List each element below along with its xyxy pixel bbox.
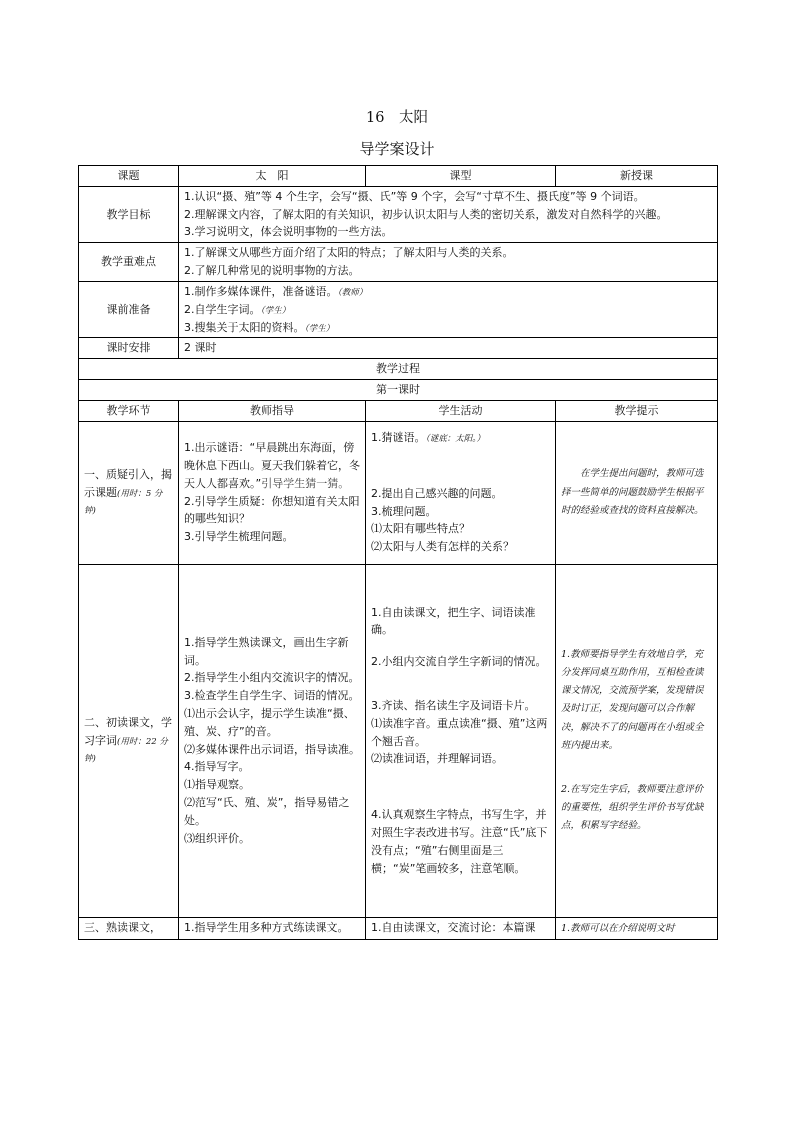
lesson-title: 16 太阳 xyxy=(366,110,428,126)
column-header: 学生活动 xyxy=(366,400,556,421)
schedule-row xyxy=(79,338,718,359)
lesson-plan-table xyxy=(78,165,718,940)
teacher-item: 2.指导学生小组内交流识字的情况。 xyxy=(184,671,360,685)
prep-note: （学生） xyxy=(304,323,335,334)
student-item: ⑴太阳有哪些特点？ xyxy=(371,522,470,536)
student-activity: 1.自由读课文，交流讨论：本篇课 xyxy=(366,917,556,939)
teacher-item: 2.引导学生质疑：你想知道有关太阳的哪些知识？ xyxy=(184,494,360,526)
prep-content xyxy=(179,281,718,337)
teacher-item: 1.出示谜语：“早晨跳出东海面，傍晚休息下西山。夏天我们躲着它，冬天人人都喜欢。”引导学生猜一猜。 xyxy=(184,441,360,490)
prep-note: （教师） xyxy=(337,287,368,298)
schedule-label: 课时安排 xyxy=(79,338,179,359)
tip-text: 在学生提出问题时，教师可选择一些简单的问题鼓励学生根据平时的经验或查找的资料直接解决。 xyxy=(561,468,704,516)
prep-row xyxy=(79,281,718,337)
stage-title: 一、质疑引入，揭示课题 xyxy=(84,467,172,499)
stage-title: 二、初读课文，学习字词 xyxy=(84,715,172,747)
teacher-guidance: 1.指导学生用多种方式练读课文。 xyxy=(179,917,366,939)
student-item: 4.认真观察生字特点，书写生字，并对照生字表改进书写。注意“氏”底下没有点；“殖”右侧里面是三横；“炭”笔画较多，注意笔顺。 xyxy=(371,808,548,875)
prep-label: 课前准备 xyxy=(79,281,179,337)
teaching-tip xyxy=(556,421,718,564)
keypoints-row xyxy=(79,243,718,282)
process-heading: 教学过程 xyxy=(79,359,718,380)
teacher-guidance xyxy=(179,421,366,564)
prep-item: 1.制作多媒体课件，准备谜语。（教师） xyxy=(184,284,368,298)
student-item: ⑵读准词语，并理解词语。 xyxy=(371,752,503,766)
goal-item: 2.理解课文内容，了解太阳的有关知识，初步认识太阳与人类的密切关系，激发对自然科学的兴趣。 xyxy=(184,207,668,221)
goal-item: 1.认识“摄、殖”等 4 个生字，会写“摄、氏”等 9 个字，会写“寸草不生、摄氏度”等 9 个词语。 xyxy=(184,189,645,203)
student-item: 3.梳理问题。 xyxy=(371,504,437,518)
topic-value: 太 阳 xyxy=(179,166,366,187)
document-title: 导学案设计 xyxy=(359,140,435,158)
stage-label xyxy=(79,421,179,564)
period-heading: 第一课时 xyxy=(79,379,718,400)
teacher-item: ⑶组织评价。 xyxy=(184,831,250,845)
student-item: 3.齐读、指名读生字及词语卡片。 xyxy=(371,699,536,713)
schedule-value: 2 课时 xyxy=(179,338,718,359)
teacher-item: 3.引导学生梳理问题。 xyxy=(184,530,294,544)
student-item: ⑵太阳与人类有怎样的关系？ xyxy=(371,540,514,554)
tip-text: 1.教师要指导学生有效地自学，充分发挥同桌互助作用，互相检查读课文情况，交流预学案，发现错误及时订正，发现问题可以合作解决，解决不了的问题再在小组或全班内提出来。 xyxy=(561,649,704,751)
keypoint-item: 2.了解几种常见的说明事物的方法。 xyxy=(184,264,360,278)
prep-note: （学生） xyxy=(260,305,291,316)
student-item: 1.猜谜语。（谜底：太阳。） xyxy=(371,431,486,445)
topic-row xyxy=(79,166,718,187)
prep-item: 3.搜集关于太阳的资料。（学生） xyxy=(184,320,335,334)
tip-text: 2.在写完生字后，教师要注意评价的重要性，组织学生评价书写优缺点，积累写字经验。 xyxy=(561,783,704,831)
keypoints-content xyxy=(179,243,718,282)
tip-text: 1.教师可以在介绍说明文时 xyxy=(561,922,675,934)
stage-time: (用时：5 分钟) xyxy=(84,488,163,517)
teacher-item: 1.指导学生熟读课文，画出生字新词。 xyxy=(184,635,349,667)
student-item: ⑴读准字音。重点读准“摄、殖”这两个翘舌音。 xyxy=(371,716,548,748)
period-row xyxy=(79,379,718,400)
type-value: 新授课 xyxy=(556,166,718,187)
teacher-item: 4.指导写字。 xyxy=(184,760,250,774)
stage-row xyxy=(79,421,718,564)
student-item: 1.自由读课文，把生字、词语读准确。 xyxy=(371,605,536,637)
column-header: 教学环节 xyxy=(79,400,179,421)
teacher-item: ⑵范写“氏、殖、炭”，指导易错之处。 xyxy=(184,796,350,827)
student-activity xyxy=(366,421,556,564)
goals-content xyxy=(179,186,718,242)
stage-time: (用时：22 分钟) xyxy=(84,736,168,765)
type-label: 课型 xyxy=(366,166,556,187)
column-header-row xyxy=(79,400,718,421)
stage-row xyxy=(79,917,718,939)
process-heading-row xyxy=(79,359,718,380)
goals-row xyxy=(79,186,718,242)
goals-label: 教学目标 xyxy=(79,186,179,242)
stage-label xyxy=(79,564,179,917)
keypoints-label: 教学重难点 xyxy=(79,243,179,282)
stage-row xyxy=(79,564,718,917)
teaching-tip xyxy=(556,564,718,917)
student-item: 2.小组内交流自学生字新词的情况。 xyxy=(371,655,547,669)
student-item: 2.提出自己感兴趣的问题。 xyxy=(371,486,503,500)
teacher-item: ⑴出示会认字，提示学生读准“摄、殖、炭、疗”的音。 xyxy=(184,706,355,738)
teacher-item: ⑴指导观察。 xyxy=(184,778,250,792)
teacher-guidance xyxy=(179,564,366,917)
goal-item: 3.学习说明文，体会说明事物的一些方法。 xyxy=(184,225,393,239)
column-header: 教师指导 xyxy=(179,400,366,421)
topic-label: 课题 xyxy=(79,166,179,187)
column-header: 教学提示 xyxy=(556,400,718,421)
teaching-tip xyxy=(556,917,718,939)
keypoint-item: 1.了解课文从哪些方面介绍了太阳的特点；了解太阳与人类的关系。 xyxy=(184,246,514,260)
teacher-item: ⑵多媒体课件出示词语，指导读准。 xyxy=(184,742,360,756)
teacher-item: 3.检查学生自学生字、词语的情况。 xyxy=(184,689,360,703)
prep-item: 2.自学生字词。（学生） xyxy=(184,302,291,316)
student-activity xyxy=(366,564,556,917)
stage-label: 三、熟读课文， xyxy=(79,917,179,939)
